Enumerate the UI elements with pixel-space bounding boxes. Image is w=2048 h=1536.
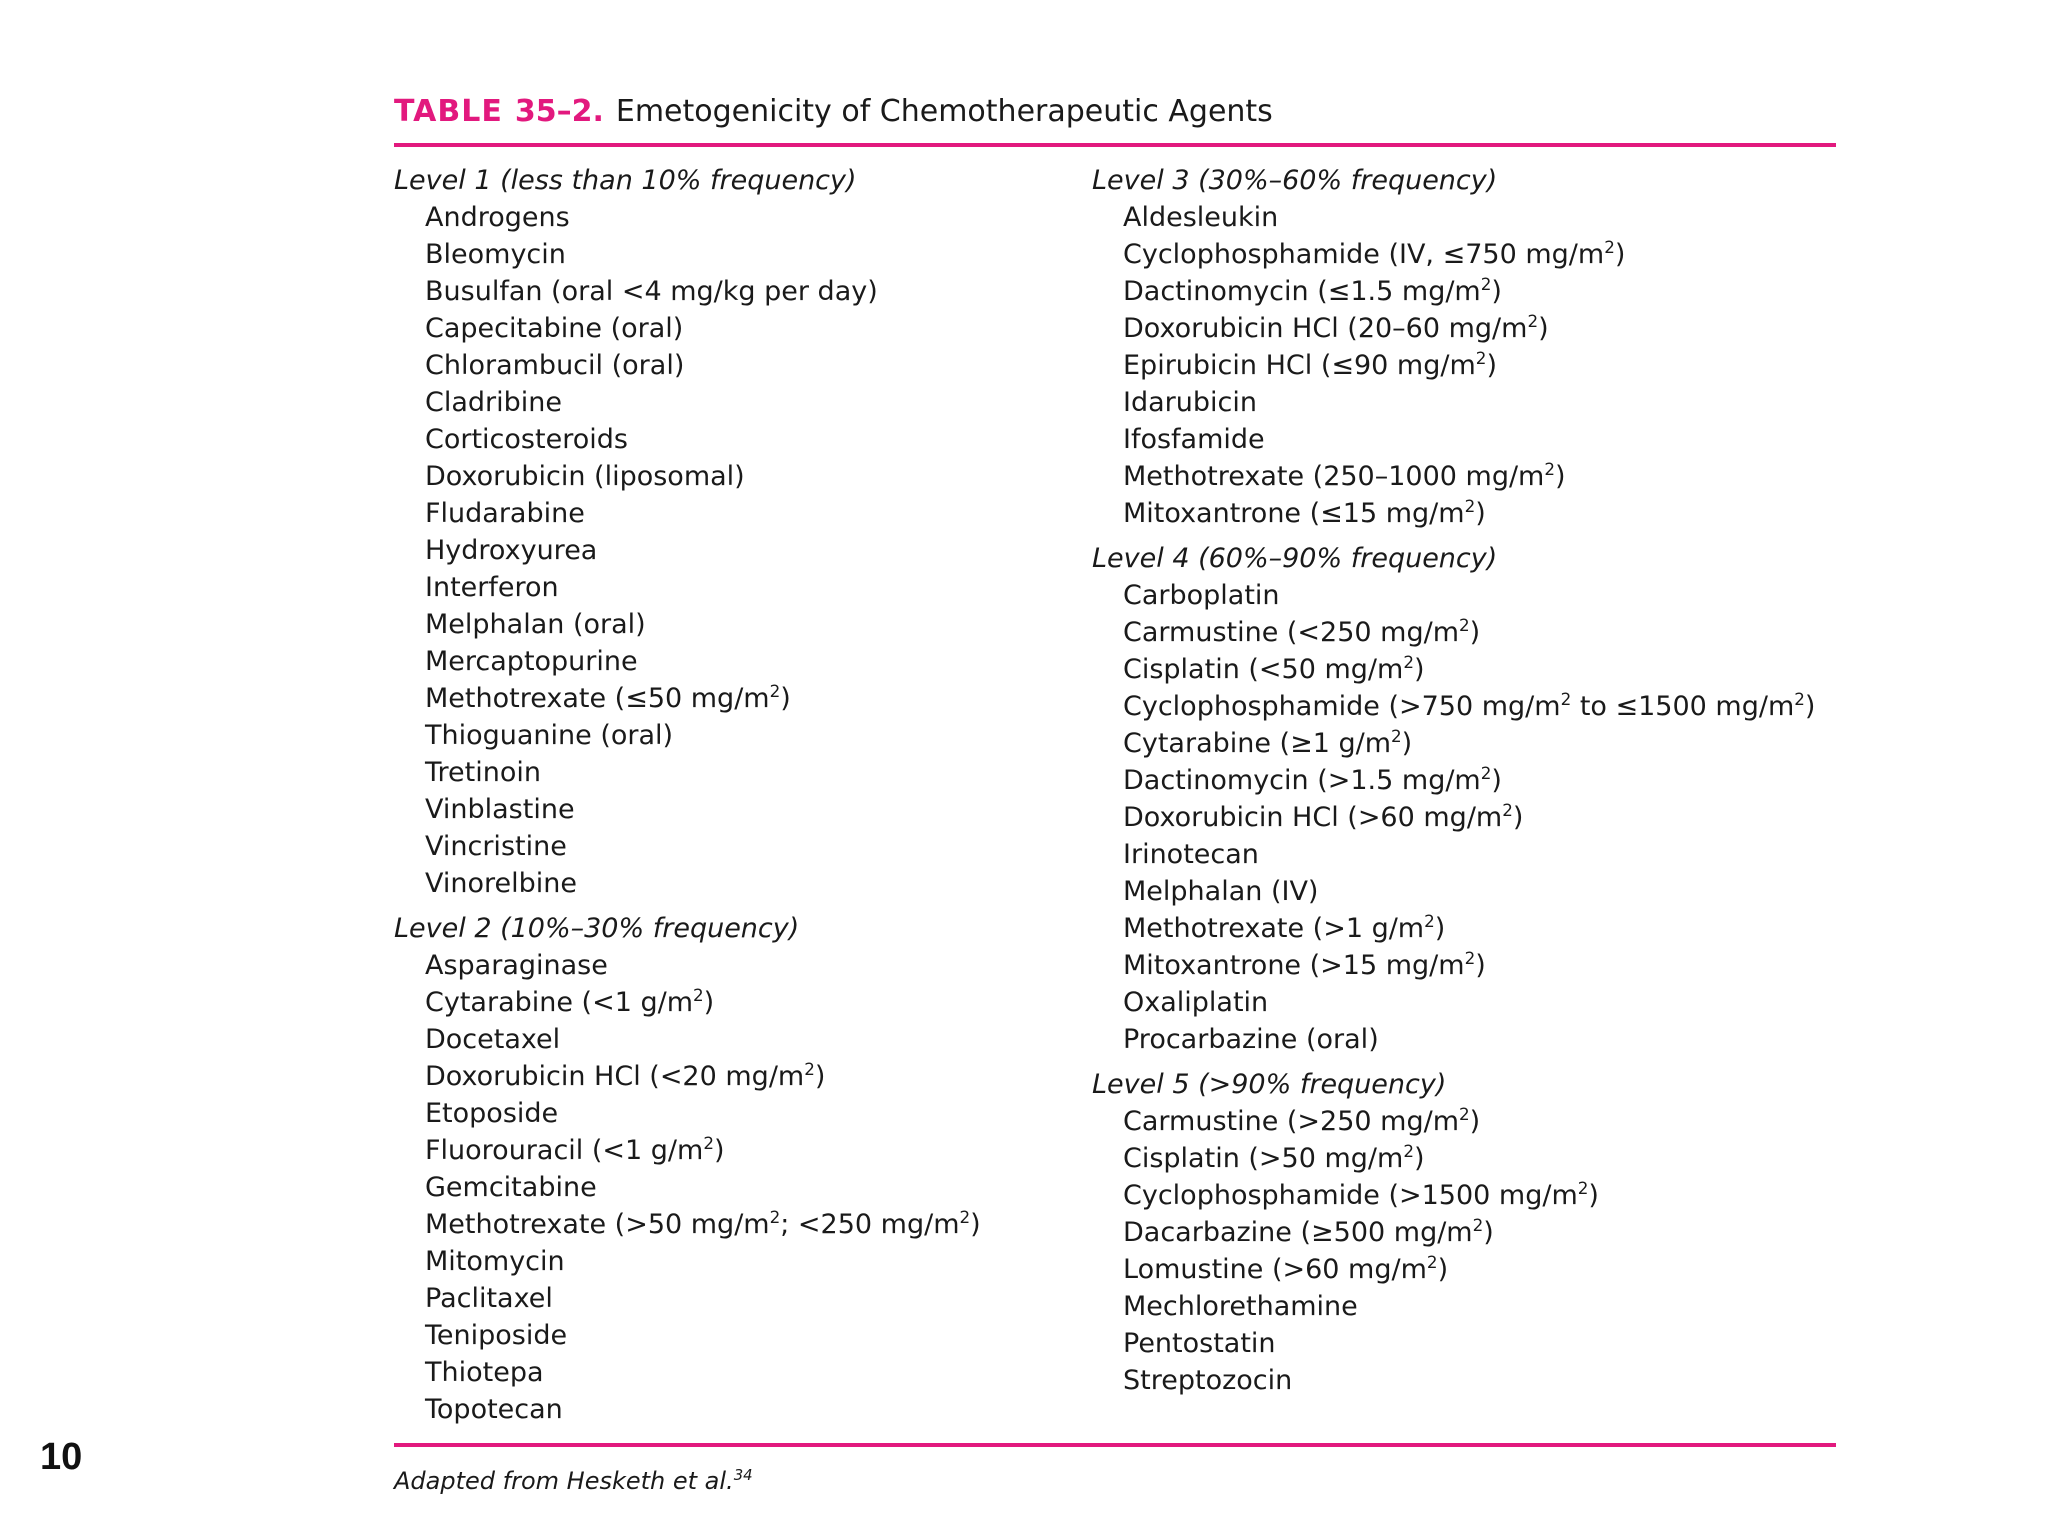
agent-entry: Cyclophosphamide (>1500 $mg/m^2$) xyxy=(1123,1178,1599,1211)
agent-entry: Capecitabine (oral) xyxy=(425,313,684,344)
agent-entry: Cisplatin (>50 $mg/m^2$) xyxy=(1123,1141,1425,1174)
agent-entry: Gemcitabine xyxy=(425,1172,597,1203)
agent-entry: Melphalan (IV) xyxy=(1123,876,1319,907)
agent-entry: Carmustine (<250 $mg/m^2$) xyxy=(1123,615,1481,648)
agent-entry: Mechlorethamine xyxy=(1123,1291,1358,1322)
agent-entry: Bleomycin xyxy=(425,239,566,270)
agent-entry: Mitoxantrone (>15 $mg/m^2$) xyxy=(1123,948,1486,981)
level-heading: Level 4 (60%–90% frequency) xyxy=(1092,543,1498,574)
agent-entry: Topotecan xyxy=(425,1394,563,1425)
agent-entry: Vinorelbine xyxy=(425,868,577,899)
agent-entry: Cyclophosphamide (>750 $mg/m^2$ to ≤1500 $mg/m^2$) xyxy=(1123,689,1816,722)
agent-entry: Chlorambucil (oral) xyxy=(425,350,685,381)
agent-entry: Ifosfamide xyxy=(1123,424,1265,455)
agent-entry: Cytarabine (<1 $g/m^2$) xyxy=(425,985,715,1018)
slide-number: 10 xyxy=(40,1436,83,1478)
agent-entry: Carmustine (>250 $mg/m^2$) xyxy=(1123,1104,1481,1137)
agent-entry: Methotrexate (>1 $g/m^2$) xyxy=(1123,911,1446,944)
agent-entry: Methotrexate (>50 $mg/m^2$; <250 $mg/m^2$) xyxy=(425,1207,981,1240)
agent-entry: Fludarabine xyxy=(425,498,585,529)
agent-entry: Mitoxantrone (≤15 $mg/m^2$) xyxy=(1123,496,1486,529)
level-heading: Level 5 (>90% frequency) xyxy=(1092,1069,1447,1100)
agent-entry: Tretinoin xyxy=(425,757,541,788)
agent-entry: Docetaxel xyxy=(425,1024,561,1055)
agent-entry: Doxorubicin HCl (>60 $mg/m^2$) xyxy=(1123,800,1524,833)
top-rule xyxy=(394,143,1836,147)
level-heading: Level 2 (10%–30% frequency) xyxy=(394,913,800,944)
agent-entry: Vincristine xyxy=(425,831,567,862)
agent-entry: Epirubicin HCl (≤90 $mg/m^2$) xyxy=(1123,348,1497,381)
agent-entry: Thiotepa xyxy=(425,1357,544,1388)
agent-entry: Doxorubicin HCl (<20 $mg/m^2$) xyxy=(425,1059,826,1092)
table-column-right xyxy=(1092,162,1815,1399)
footnote xyxy=(394,1467,753,1495)
table-caption: Emetogenicity of Chemotherapeutic Agents xyxy=(615,94,1273,129)
agent-entry: Thioguanine (oral) xyxy=(425,720,674,751)
agent-entry: Cyclophosphamide (IV, ≤750 $mg/m^2$) xyxy=(1123,237,1626,270)
agent-entry: Etoposide xyxy=(425,1098,559,1129)
agent-entry: Cisplatin (<50 $mg/m^2$) xyxy=(1123,652,1425,685)
agent-entry: Corticosteroids xyxy=(425,424,628,455)
agent-entry: Cladribine xyxy=(425,387,563,418)
footnote-reference: 34 xyxy=(733,1466,753,1484)
agent-entry: Pentostatin xyxy=(1123,1328,1276,1359)
table-label: TABLE xyxy=(394,94,503,129)
footnote-text: Adapted from Hesketh et al. xyxy=(394,1467,734,1495)
agent-entry: Cytarabine (≥1 $g/m^2$) xyxy=(1123,726,1413,759)
agent-entry: Teniposide xyxy=(425,1320,568,1351)
agent-entry: Asparaginase xyxy=(425,950,608,981)
agent-entry: Interferon xyxy=(425,572,559,603)
agent-entry: Methotrexate (250–1000 $mg/m^2$) xyxy=(1123,459,1566,492)
bottom-rule xyxy=(394,1443,1836,1447)
agent-entry: Mitomycin xyxy=(425,1246,565,1277)
agent-entry: Vinblastine xyxy=(425,794,575,825)
level-heading: Level 3 (30%–60% frequency) xyxy=(1092,165,1498,196)
agent-entry: Aldesleukin xyxy=(1123,202,1279,233)
agent-entry: Melphalan (oral) xyxy=(425,609,646,640)
agent-entry: Mercaptopurine xyxy=(425,646,638,677)
agent-entry: Oxaliplatin xyxy=(1123,987,1269,1018)
agent-entry: Doxorubicin HCl (20–60 $mg/m^2$) xyxy=(1123,311,1549,344)
table-column-left xyxy=(394,162,981,1428)
agent-entry: Streptozocin xyxy=(1123,1365,1293,1396)
level-heading: Level 1 (less than 10% frequency) xyxy=(394,165,857,196)
agent-entry: Idarubicin xyxy=(1123,387,1257,418)
agent-entry: Dactinomycin (>1.5 $mg/m^2$) xyxy=(1123,763,1502,796)
agent-entry: Busulfan (oral <4 mg/kg per day) xyxy=(425,276,878,307)
agent-entry: Methotrexate (≤50 $mg/m^2$) xyxy=(425,681,791,714)
table-title xyxy=(394,94,1273,129)
agent-entry: Carboplatin xyxy=(1123,580,1280,611)
agent-entry: Lomustine (>60 $mg/m^2$) xyxy=(1123,1252,1449,1285)
agent-entry: Paclitaxel xyxy=(425,1283,553,1314)
agent-entry: Procarbazine (oral) xyxy=(1123,1024,1379,1055)
agent-entry: Androgens xyxy=(425,202,570,233)
table-number: 35–2. xyxy=(514,94,604,129)
agent-entry: Irinotecan xyxy=(1123,839,1259,870)
agent-entry: Dactinomycin (≤1.5 $mg/m^2$) xyxy=(1123,274,1502,307)
agent-entry: Fluorouracil (<1 $g/m^2$) xyxy=(425,1133,725,1166)
agent-entry: Hydroxyurea xyxy=(425,535,598,566)
agent-entry: Doxorubicin (liposomal) xyxy=(425,461,745,492)
agent-entry: Dacarbazine (≥500 $mg/m^2$) xyxy=(1123,1215,1494,1248)
